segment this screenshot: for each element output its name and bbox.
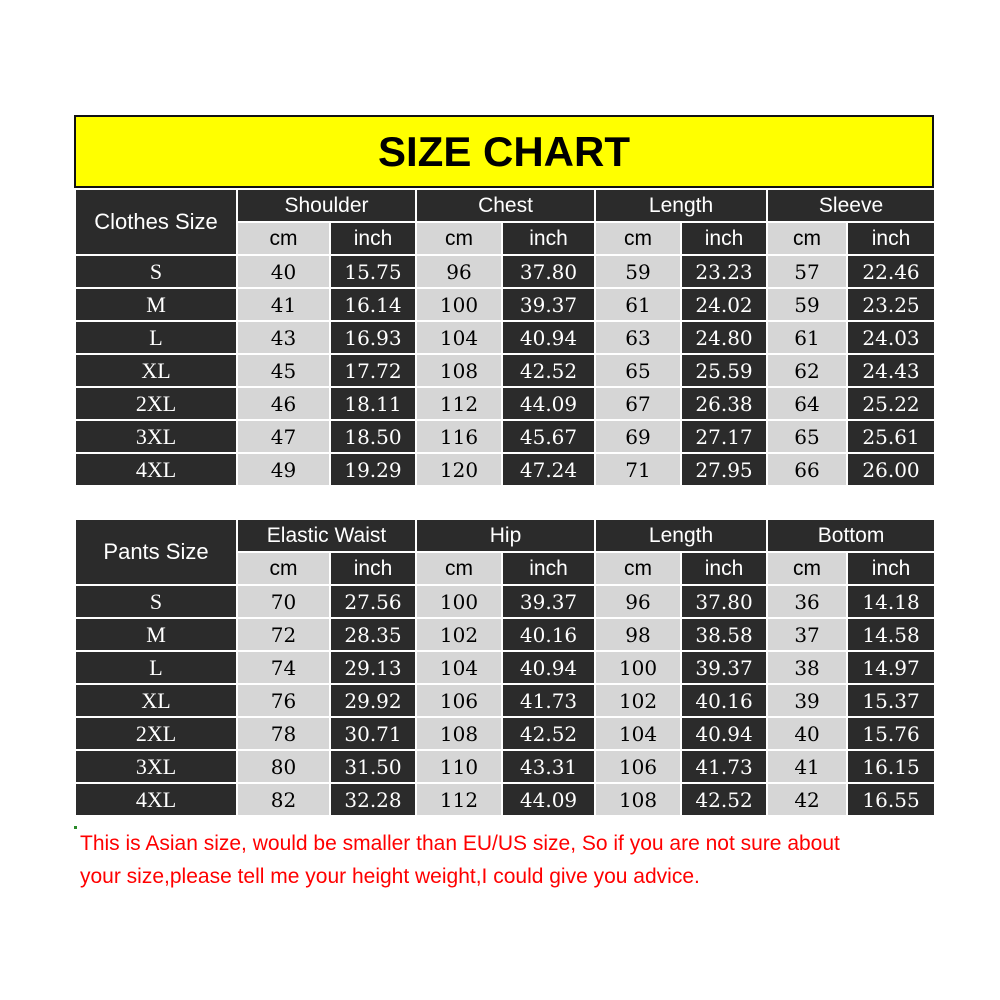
value-cell-cm: 45 (238, 355, 329, 386)
unit-header-cm: cm (768, 223, 846, 254)
value-cell-cm: 70 (238, 586, 329, 617)
size-label-cell: XL (76, 355, 236, 386)
value-cell-inch: 14.97 (848, 652, 934, 683)
value-cell-cm: 67 (596, 388, 680, 419)
size-label-cell: 2XL (76, 388, 236, 419)
value-cell-inch: 40.16 (682, 685, 766, 716)
value-cell-cm: 104 (417, 652, 501, 683)
unit-header-cm: cm (238, 553, 329, 584)
size-label-cell: L (76, 652, 236, 683)
unit-header-cm: cm (596, 223, 680, 254)
value-cell-inch: 26.38 (682, 388, 766, 419)
value-cell-cm: 61 (768, 322, 846, 353)
unit-header-inch: inch (848, 553, 934, 584)
value-cell-cm: 71 (596, 454, 680, 485)
table-row (76, 685, 934, 716)
header-row-groups (76, 190, 934, 221)
value-cell-cm: 76 (238, 685, 329, 716)
size-label-cell: 4XL (76, 454, 236, 485)
value-cell-inch: 29.92 (331, 685, 415, 716)
corner-mark (74, 826, 77, 829)
note-line-1: This is Asian size, would be smaller than EU/US size, So if you are not sure about (80, 832, 840, 855)
size-column-header: Pants Size (76, 520, 236, 584)
value-cell-inch: 23.23 (682, 256, 766, 287)
value-cell-cm: 65 (768, 421, 846, 452)
value-cell-inch: 40.94 (503, 652, 594, 683)
measure-group-header: Elastic Waist (238, 520, 415, 551)
measure-group-header: Hip (417, 520, 594, 551)
value-cell-cm: 112 (417, 388, 501, 419)
table-row (76, 256, 934, 287)
value-cell-inch: 16.93 (331, 322, 415, 353)
unit-header-cm: cm (596, 553, 680, 584)
value-cell-inch: 16.14 (331, 289, 415, 320)
value-cell-cm: 42 (768, 784, 846, 815)
value-cell-inch: 27.95 (682, 454, 766, 485)
value-cell-cm: 108 (596, 784, 680, 815)
unit-header-inch: inch (503, 553, 594, 584)
measure-group-header: Length (596, 520, 766, 551)
value-cell-cm: 100 (417, 586, 501, 617)
unit-header-inch: inch (848, 223, 934, 254)
value-cell-cm: 59 (768, 289, 846, 320)
value-cell-inch: 41.73 (682, 751, 766, 782)
value-cell-inch: 24.02 (682, 289, 766, 320)
value-cell-inch: 26.00 (848, 454, 934, 485)
value-cell-cm: 41 (768, 751, 846, 782)
value-cell-inch: 25.59 (682, 355, 766, 386)
value-cell-inch: 25.61 (848, 421, 934, 452)
value-cell-inch: 44.09 (503, 784, 594, 815)
value-cell-cm: 74 (238, 652, 329, 683)
value-cell-cm: 98 (596, 619, 680, 650)
value-cell-cm: 96 (596, 586, 680, 617)
table-row (76, 289, 934, 320)
size-label-cell: 3XL (76, 421, 236, 452)
value-cell-cm: 104 (417, 322, 501, 353)
size-chart-title: SIZE CHART (74, 115, 934, 188)
unit-header-cm: cm (768, 553, 846, 584)
value-cell-inch: 30.71 (331, 718, 415, 749)
unit-header-cm: cm (417, 223, 501, 254)
value-cell-cm: 78 (238, 718, 329, 749)
value-cell-cm: 120 (417, 454, 501, 485)
unit-header-inch: inch (503, 223, 594, 254)
value-cell-inch: 45.67 (503, 421, 594, 452)
value-cell-cm: 66 (768, 454, 846, 485)
value-cell-inch: 18.11 (331, 388, 415, 419)
value-cell-inch: 24.43 (848, 355, 934, 386)
value-cell-cm: 43 (238, 322, 329, 353)
value-cell-cm: 102 (596, 685, 680, 716)
value-cell-inch: 41.73 (503, 685, 594, 716)
value-cell-cm: 106 (417, 685, 501, 716)
table-row (76, 355, 934, 386)
value-cell-inch: 31.50 (331, 751, 415, 782)
table-row (76, 718, 934, 749)
value-cell-inch: 43.31 (503, 751, 594, 782)
value-cell-cm: 40 (238, 256, 329, 287)
value-cell-inch: 15.75 (331, 256, 415, 287)
unit-header-inch: inch (682, 223, 766, 254)
value-cell-cm: 57 (768, 256, 846, 287)
value-cell-cm: 102 (417, 619, 501, 650)
value-cell-inch: 24.03 (848, 322, 934, 353)
size-column-header: Clothes Size (76, 190, 236, 254)
value-cell-cm: 47 (238, 421, 329, 452)
value-cell-inch: 27.56 (331, 586, 415, 617)
table-row (76, 784, 934, 815)
value-cell-cm: 38 (768, 652, 846, 683)
value-cell-inch: 29.13 (331, 652, 415, 683)
value-cell-inch: 24.80 (682, 322, 766, 353)
value-cell-cm: 108 (417, 355, 501, 386)
value-cell-cm: 106 (596, 751, 680, 782)
size-label-cell: M (76, 619, 236, 650)
value-cell-cm: 110 (417, 751, 501, 782)
note-line-2: your size,please tell me your height weight,I could give you advice. (80, 865, 700, 888)
value-cell-inch: 47.24 (503, 454, 594, 485)
header-row-groups (76, 520, 934, 551)
value-cell-cm: 72 (238, 619, 329, 650)
value-cell-cm: 49 (238, 454, 329, 485)
value-cell-inch: 39.37 (503, 586, 594, 617)
value-cell-cm: 69 (596, 421, 680, 452)
value-cell-cm: 65 (596, 355, 680, 386)
measure-group-header: Bottom (768, 520, 934, 551)
size-label-cell: L (76, 322, 236, 353)
size-label-cell: M (76, 289, 236, 320)
unit-header-inch: inch (682, 553, 766, 584)
value-cell-inch: 42.52 (682, 784, 766, 815)
table-row (76, 322, 934, 353)
value-cell-inch: 42.52 (503, 355, 594, 386)
value-cell-cm: 82 (238, 784, 329, 815)
table-row (76, 586, 934, 617)
value-cell-cm: 100 (596, 652, 680, 683)
size-label-cell: XL (76, 685, 236, 716)
size-label-cell: S (76, 256, 236, 287)
value-cell-cm: 116 (417, 421, 501, 452)
value-cell-cm: 61 (596, 289, 680, 320)
value-cell-inch: 38.58 (682, 619, 766, 650)
value-cell-cm: 39 (768, 685, 846, 716)
unit-header-inch: inch (331, 553, 415, 584)
value-cell-inch: 25.22 (848, 388, 934, 419)
value-cell-inch: 39.37 (682, 652, 766, 683)
value-cell-cm: 62 (768, 355, 846, 386)
value-cell-cm: 63 (596, 322, 680, 353)
value-cell-inch: 44.09 (503, 388, 594, 419)
value-cell-inch: 42.52 (503, 718, 594, 749)
value-cell-inch: 15.37 (848, 685, 934, 716)
value-cell-inch: 18.50 (331, 421, 415, 452)
table-row (76, 421, 934, 452)
measure-group-header: Length (596, 190, 766, 221)
value-cell-cm: 104 (596, 718, 680, 749)
value-cell-cm: 96 (417, 256, 501, 287)
value-cell-inch: 40.16 (503, 619, 594, 650)
unit-header-cm: cm (238, 223, 329, 254)
clothes-size-table (74, 188, 936, 487)
value-cell-inch: 40.94 (503, 322, 594, 353)
value-cell-cm: 46 (238, 388, 329, 419)
pants-size-table (74, 518, 936, 817)
value-cell-cm: 100 (417, 289, 501, 320)
unit-header-cm: cm (417, 553, 501, 584)
value-cell-cm: 36 (768, 586, 846, 617)
value-cell-cm: 41 (238, 289, 329, 320)
unit-header-inch: inch (331, 223, 415, 254)
value-cell-inch: 28.35 (331, 619, 415, 650)
table-row (76, 619, 934, 650)
value-cell-cm: 64 (768, 388, 846, 419)
size-label-cell: 4XL (76, 784, 236, 815)
value-cell-inch: 14.18 (848, 586, 934, 617)
value-cell-inch: 37.80 (503, 256, 594, 287)
size-label-cell: 2XL (76, 718, 236, 749)
value-cell-inch: 40.94 (682, 718, 766, 749)
measure-group-header: Sleeve (768, 190, 934, 221)
value-cell-cm: 80 (238, 751, 329, 782)
value-cell-inch: 22.46 (848, 256, 934, 287)
value-cell-inch: 39.37 (503, 289, 594, 320)
value-cell-cm: 108 (417, 718, 501, 749)
value-cell-inch: 27.17 (682, 421, 766, 452)
value-cell-cm: 112 (417, 784, 501, 815)
measure-group-header: Chest (417, 190, 594, 221)
size-label-cell: 3XL (76, 751, 236, 782)
measure-group-header: Shoulder (238, 190, 415, 221)
value-cell-cm: 37 (768, 619, 846, 650)
table-row (76, 652, 934, 683)
value-cell-inch: 37.80 (682, 586, 766, 617)
value-cell-inch: 19.29 (331, 454, 415, 485)
value-cell-inch: 17.72 (331, 355, 415, 386)
value-cell-inch: 14.58 (848, 619, 934, 650)
value-cell-inch: 15.76 (848, 718, 934, 749)
table-row (76, 454, 934, 485)
value-cell-inch: 16.15 (848, 751, 934, 782)
value-cell-cm: 59 (596, 256, 680, 287)
size-label-cell: S (76, 586, 236, 617)
table-row (76, 751, 934, 782)
value-cell-inch: 16.55 (848, 784, 934, 815)
value-cell-inch: 32.28 (331, 784, 415, 815)
value-cell-inch: 23.25 (848, 289, 934, 320)
table-row (76, 388, 934, 419)
value-cell-cm: 40 (768, 718, 846, 749)
size-advice-note (80, 827, 960, 893)
